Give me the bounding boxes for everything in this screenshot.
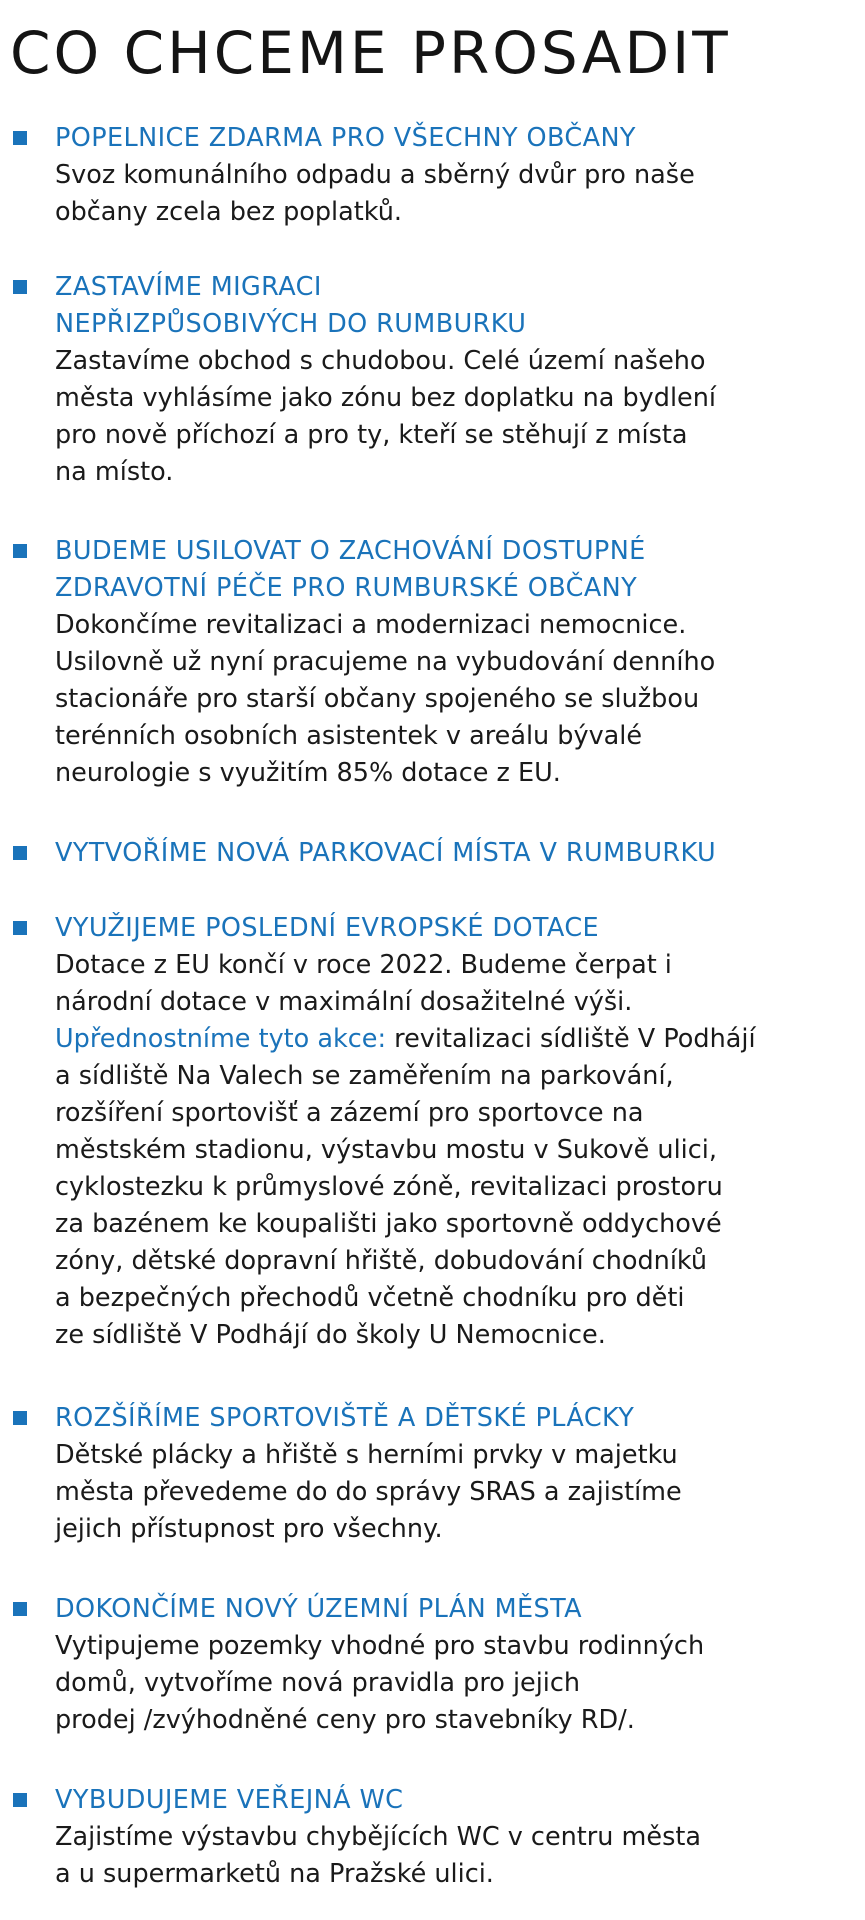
item-heading — [55, 120, 860, 157]
item-heading-line: ZDRAVOTNÍ PÉČE PRO RUMBURSKÉ OBČANY — [55, 573, 638, 603]
item-body-line: a u supermarketů na Pražské ulici. — [55, 1859, 494, 1889]
square-bullet-icon — [13, 544, 27, 558]
item-body-line: pro nově příchozí a pro ty, kteří se stěhují z místa — [55, 420, 688, 450]
item-body-line: občany zcela bez poplatků. — [55, 197, 403, 227]
item-heading-line: NEPŘIZPŮSOBIVÝCH DO RUMBURKU — [55, 309, 527, 339]
item-heading — [55, 533, 860, 607]
item-body-line: neurologie s využitím 85% dotace z EU. — [55, 758, 561, 788]
item-heading — [55, 835, 860, 872]
item-body — [55, 343, 860, 491]
square-bullet-icon — [13, 131, 27, 145]
item-body-line: jejich přístupnost pro všechny. — [55, 1514, 443, 1544]
square-bullet-icon — [13, 846, 27, 860]
square-bullet-icon — [13, 280, 27, 294]
item-heading — [55, 910, 860, 947]
item-body-line: Dotace z EU končí v roce 2022. Budeme čerpat i — [55, 950, 672, 980]
item-body-line: terénních osobních asistentek v areálu bývalé — [55, 721, 643, 751]
item-body-line: a bezpečných přechodů včetně chodníku pro děti — [55, 1283, 685, 1313]
item-text — [55, 910, 860, 1354]
item-heading-line: VYUŽIJEME POSLEDNÍ EVROPSKÉ DOTACE — [55, 913, 600, 943]
item-heading-line: VYTVOŘÍME NOVÁ PARKOVACÍ MÍSTA V RUMBURKU — [55, 838, 717, 868]
item-body-line: Dětské plácky a hřiště s herními prvky v majetku — [55, 1440, 678, 1470]
item-body — [55, 157, 860, 231]
item-body-line: města vyhlásíme jako zónu bez doplatku na bydlení — [55, 383, 716, 413]
item-heading — [55, 1782, 860, 1819]
item-heading-line: BUDEME USILOVAT O ZACHOVÁNÍ DOSTUPNÉ — [55, 536, 646, 566]
item-body — [55, 607, 860, 792]
item-body-line: rozšíření sportovišť a zázemí pro sportovce na — [55, 1098, 644, 1128]
item-text — [55, 269, 860, 491]
highlight-rest: revitalizaci sídliště V Podhájí — [386, 1024, 756, 1054]
square-bullet-icon — [13, 1411, 27, 1425]
square-bullet-icon — [13, 1793, 27, 1807]
item-text — [55, 120, 860, 231]
item-body-line: Dokončíme revitalizaci a modernizaci nemocnice. — [55, 610, 687, 640]
item-text — [55, 1400, 860, 1548]
item-heading-line: POPELNICE ZDARMA PRO VŠECHNY OBČANY — [55, 123, 636, 153]
item-body-line: ze sídliště V Podhájí do školy U Nemocnice. — [55, 1320, 606, 1350]
item-body-line: zóny, dětské dopravní hřiště, dobudování chodníků — [55, 1246, 708, 1276]
item-body-line: za bazénem ke koupališti jako sportovně oddychové — [55, 1209, 722, 1239]
item-body-line: města převedeme do do správy SRAS a zajistíme — [55, 1477, 682, 1507]
item-body — [55, 947, 860, 1354]
item-text — [55, 1591, 860, 1739]
item-body-line: a sídliště Na Valech se zaměřením na parkování, — [55, 1061, 674, 1091]
item-body — [55, 1819, 860, 1893]
item-body-line: domů, vytvoříme nová pravidla pro jejich — [55, 1668, 581, 1698]
item-text — [55, 533, 860, 792]
item-body-line — [55, 1021, 860, 1058]
item-heading-line: ROZŠÍŘÍME SPORTOVIŠTĚ A DĚTSKÉ PLÁCKY — [55, 1403, 635, 1433]
item-text — [55, 835, 860, 872]
item-body-line: Usilovně už nyní pracujeme na vybudování denního — [55, 647, 716, 677]
item-body-line: národní dotace v maximální dosažitelné výši. — [55, 987, 633, 1017]
item-heading-line: ZASTAVÍME MIGRACI — [55, 272, 322, 302]
item-body-line: na místo. — [55, 457, 174, 487]
item-body-line: Zastavíme obchod s chudobou. Celé území našeho — [55, 346, 706, 376]
item-body-line: cyklostezku k průmyslové zóně, revitalizaci prostoru — [55, 1172, 723, 1202]
page-title: CO CHCEME PROSADIT — [10, 19, 731, 87]
item-body-line: Svoz komunálního odpadu a sběrný dvůr pro naše — [55, 160, 695, 190]
item-body-line: Vytipujeme pozemky vhodné pro stavbu rodinných — [55, 1631, 705, 1661]
highlight-label: Upřednostníme tyto akce: — [55, 1024, 387, 1054]
item-heading-line: DOKONČÍME NOVÝ ÚZEMNÍ PLÁN MĚSTA — [55, 1594, 582, 1624]
item-body-line: prodej /zvýhodněné ceny pro stavebníky RD/. — [55, 1705, 635, 1735]
item-text — [55, 1782, 860, 1893]
item-heading — [55, 1400, 860, 1437]
item-heading — [55, 269, 860, 343]
item-heading-line: VYBUDUJEME VEŘEJNÁ WC — [55, 1785, 404, 1815]
square-bullet-icon — [13, 921, 27, 935]
square-bullet-icon — [13, 1602, 27, 1616]
item-body — [55, 1437, 860, 1548]
item-heading — [55, 1591, 860, 1628]
item-body-line: Zajistíme výstavbu chybějících WC v centru města — [55, 1822, 701, 1852]
item-body-line: stacionáře pro starší občany spojeného se službou — [55, 684, 700, 714]
item-body-line: městském stadionu, výstavbu mostu v Sukově ulici, — [55, 1135, 717, 1165]
item-body — [55, 1628, 860, 1739]
